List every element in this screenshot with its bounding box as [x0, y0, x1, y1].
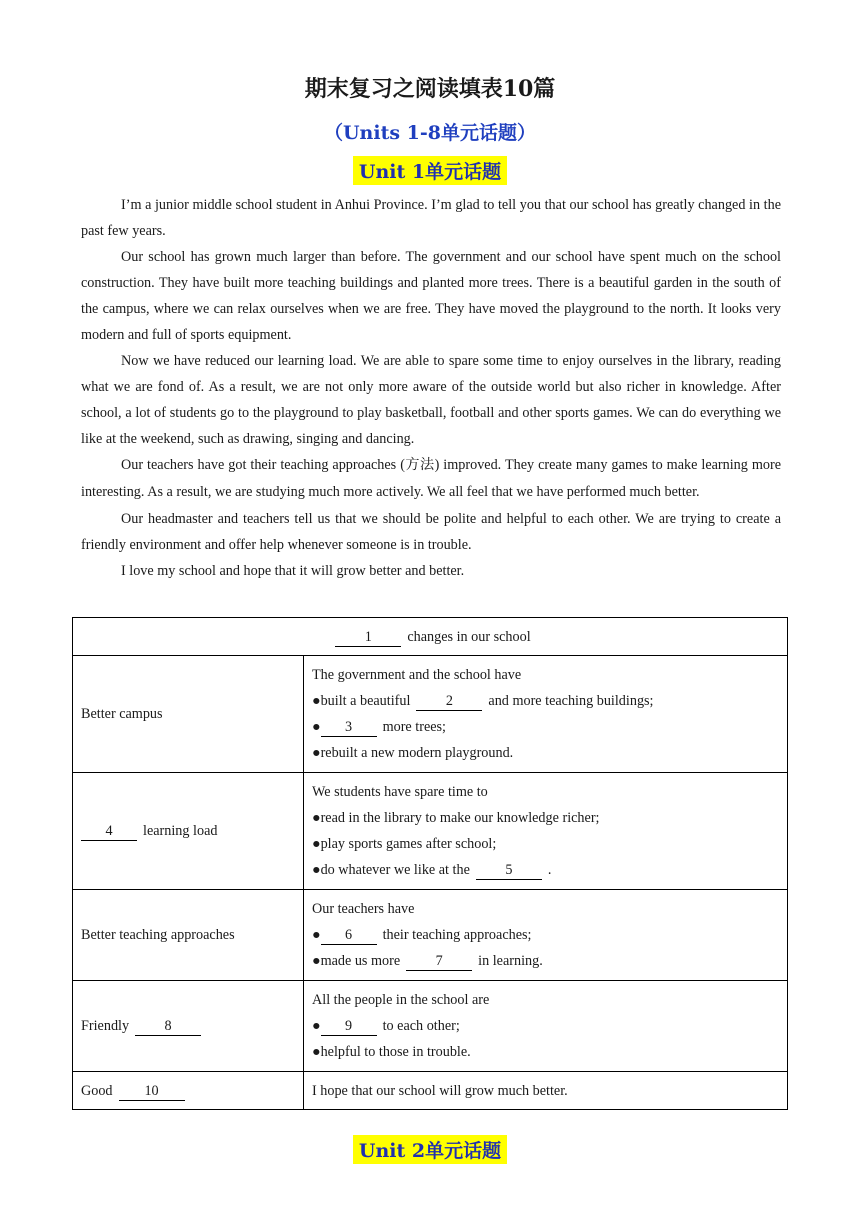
row-content: [304, 981, 788, 1072]
document-subtitle: （Units 1-8单元话题）: [323, 122, 536, 144]
row-content: I hope that our school will grow much better.: [304, 1072, 788, 1110]
blank-8: 8: [135, 1017, 201, 1036]
table-row: [73, 981, 788, 1072]
blank-9: 9: [321, 1017, 377, 1036]
blank-7: 7: [406, 952, 472, 971]
paragraph: I’m a junior middle school student in Anhui Province. I’m glad to tell you that our school has greatly changed in the past few years.: [81, 197, 781, 239]
paragraph: Now we have reduced our learning load. We are able to spare some time to enjoy ourselves in the library, reading what we are fond of. As a result, we are not only more aware of the outside world but also richer in knowledge. After school, a lot of students go to the playground to play basketball, football and other sports games. We can do everything we like at the weekend, such as drawing, singing and dancing.: [81, 353, 781, 447]
unit2-heading-text: Unit 2单元话题: [353, 1135, 507, 1164]
row-line: Our teachers have: [312, 901, 415, 917]
unit1-heading: [0, 156, 860, 185]
row-line: ● 9 to each other;: [312, 1018, 460, 1034]
paragraph: Our school has grown much larger than before. The government and our school have spent much on the school construction. They have built more teaching buildings and planted more trees. There is a beautiful garden in the south of the campus, where we can relax ourselves when we are free. They have moved the playground to the north. It looks very modern and full of sports equipment.: [81, 249, 781, 343]
blank-2: 2: [416, 692, 482, 711]
table-row: [73, 1072, 788, 1110]
table-header-cell: [73, 618, 788, 656]
unit1-heading-text: Unit 1单元话题: [353, 156, 507, 185]
row-content: [304, 656, 788, 773]
table-row: [73, 773, 788, 890]
table-row: [73, 656, 788, 773]
fill-in-table: [72, 617, 788, 1110]
reading-passage: [81, 192, 781, 584]
row-line: ● 3 more trees;: [312, 719, 446, 735]
blank-5: 5: [476, 861, 542, 880]
row-label: 4 learning load: [73, 773, 304, 890]
row-label: Friendly 8: [73, 981, 304, 1072]
row-line: All the people in the school are: [312, 992, 490, 1008]
blank-1: 1: [335, 628, 401, 647]
row-line: ●built a beautiful 2 and more teaching buildings;: [312, 693, 654, 709]
blank-6: 6: [321, 926, 377, 945]
row-content: [304, 890, 788, 981]
row-line: ●helpful to those in trouble.: [312, 1044, 471, 1060]
row-line: ●do whatever we like at the 5 .: [312, 862, 552, 878]
blank-3: 3: [321, 718, 377, 737]
row-label: Better campus: [73, 656, 304, 773]
table-header-row: [73, 618, 788, 656]
paragraph: Our teachers have got their teaching approaches (方法) improved. They create many games to make learning more interesting. As a result, we are studying much more actively. We all feel that we have performed much better.: [81, 457, 781, 500]
header-text: changes in our school: [407, 628, 531, 645]
row-content: [304, 773, 788, 890]
unit2-heading: [0, 1135, 860, 1164]
row-line: ●play sports games after school;: [312, 836, 497, 852]
row-line: ● 6 their teaching approaches;: [312, 927, 532, 943]
paragraph: I love my school and hope that it will grow better and better.: [121, 563, 465, 579]
paragraph: Our headmaster and teachers tell us that we should be polite and helpful to each other. We are trying to create a friendly environment and offer help whenever someone is in trouble.: [81, 511, 781, 553]
row-line: We students have spare time to: [312, 784, 488, 800]
row-line: The government and the school have: [312, 667, 522, 683]
row-line: ●made us more 7 in learning.: [312, 953, 543, 969]
row-line: ●read in the library to make our knowledge richer;: [312, 810, 600, 826]
row-label: Good 10: [73, 1072, 304, 1110]
row-label: Better teaching approaches: [73, 890, 304, 981]
blank-4: 4: [81, 822, 137, 841]
blank-10: 10: [119, 1082, 185, 1101]
row-line: ●rebuilt a new modern playground.: [312, 745, 514, 761]
document-title: 期末复习之阅读填表10篇: [304, 76, 556, 102]
table-row: [73, 890, 788, 981]
